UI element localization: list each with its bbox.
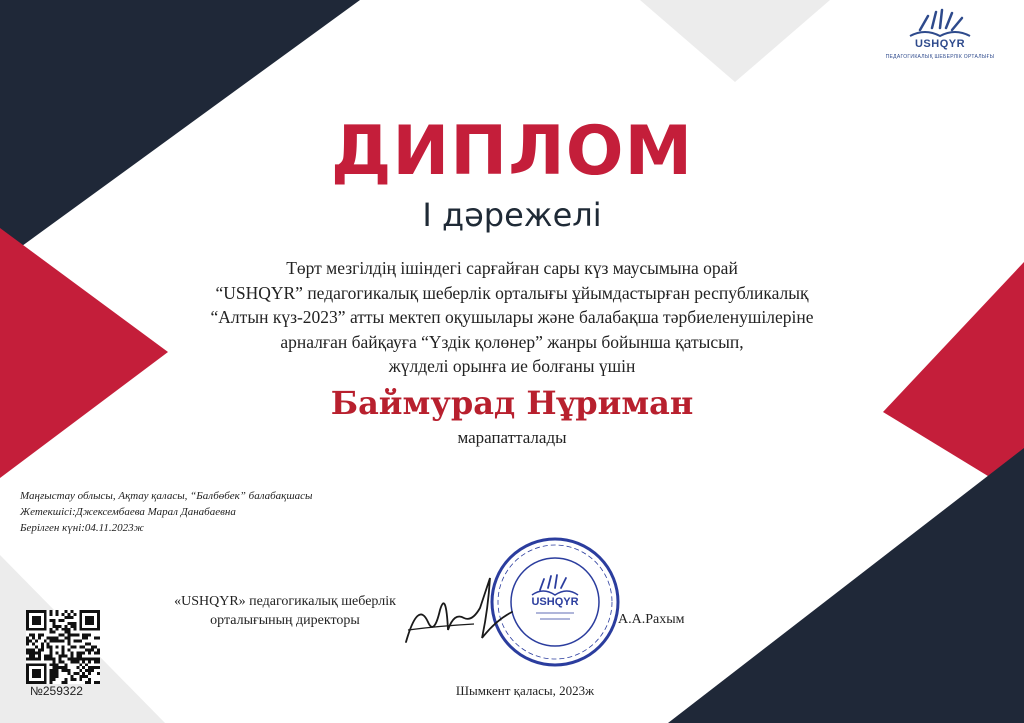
director-line: орталығының директоры [210, 613, 360, 628]
document-number: №259322 [30, 684, 83, 698]
body-line: “Алтын күз-2023” атты мектеп оқушылары және балабақша тәрбиеленушілеріне [210, 307, 814, 327]
diploma-body [0, 256, 1024, 379]
recipient-info [20, 488, 312, 536]
director-line: «USHQYR» педагогикалық шеберлік [174, 594, 396, 609]
awarded-text: марапатталады [457, 428, 567, 447]
qr-code-icon [26, 610, 100, 684]
director-name: А.А.Рахым [618, 612, 685, 627]
navy-shape-bottom-right [668, 448, 1024, 723]
city-year: Шымкент қаласы, 2023ж [455, 683, 595, 698]
info-line: Маңғыстау облысы, Ақтау қаласы, “Балбөбек” балабақшасы [20, 490, 313, 502]
logo-name: USHQYR [914, 38, 966, 50]
light-gray-triangle-top [640, 0, 830, 82]
logo-subtitle: ПЕДАГОГИКАЛЫҚ ШЕБЕРЛІК ОРТАЛЫҒЫ [885, 54, 995, 60]
body-line: Төрт мезгілдің ішіндегі сарғайған сары күз маусымына орай [286, 258, 738, 278]
body-line: арналған байқауға “Үздік қолөнер” жанры бойынша қатысып, [280, 331, 744, 352]
info-line: Жетекшісі:Джексембаева Марал Данабаевна [20, 506, 236, 518]
stamp-name: USHQYR [531, 596, 579, 608]
director-title [170, 592, 400, 630]
body-line: жүлделі орынға ие болғаны үшін [388, 356, 636, 376]
diploma-title: ДИПЛОМ [330, 112, 694, 191]
diploma-degree: І дәрежелі [422, 196, 602, 234]
signature-icon [398, 560, 518, 660]
info-line: Берілген күні:04.11.2023ж [20, 522, 144, 534]
recipient-name: Баймурад Нұриман [330, 384, 694, 422]
body-line: “USHQYR” педагогикалық шеберлік орталығы ұйымдастырған республикалық [215, 282, 809, 303]
